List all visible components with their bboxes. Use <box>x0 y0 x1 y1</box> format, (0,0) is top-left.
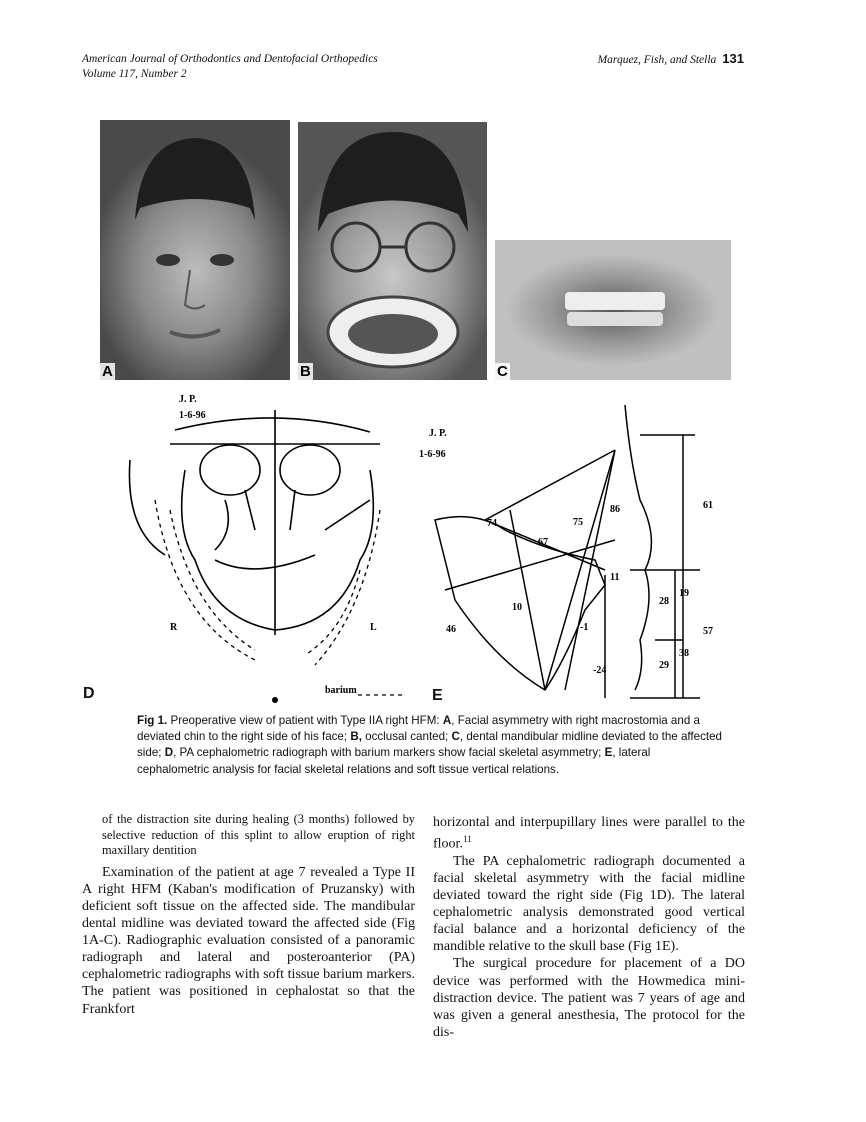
tracing-d-right-label: R <box>170 622 178 633</box>
panel-label-a: A <box>102 363 113 380</box>
journal-title: American Journal of Orthodontics and Dentofacial Orthopedics <box>82 53 378 65</box>
measurement-label: 11 <box>610 572 620 583</box>
panel-label-d: D <box>83 685 95 702</box>
panel-label-b: B <box>300 363 311 380</box>
body-column-left <box>82 812 415 1018</box>
caption-panel-ref: C <box>451 730 460 744</box>
measurement-label: 86 <box>610 504 620 515</box>
face-with-glasses-illustration <box>298 122 487 380</box>
journal-volume: Volume 117, Number 2 <box>82 68 187 80</box>
caption-panel-ref: E <box>604 746 613 760</box>
measurement-label: 28 <box>659 596 669 607</box>
panel-label-e: E <box>432 687 443 704</box>
measurement-label: 10 <box>512 602 522 613</box>
measurement-label: -1 <box>580 622 589 633</box>
caption-text: occlusal canted; <box>361 730 452 744</box>
measurement-label: 75 <box>573 517 583 528</box>
measurement-label: 67 <box>538 537 548 548</box>
barium-marker-label: barium <box>325 685 357 696</box>
tracing-e-measurements <box>446 500 713 676</box>
reference-superscript: 11 <box>462 834 472 845</box>
caption-panel-ref: B, <box>350 730 362 744</box>
measurement-label: 57 <box>703 626 713 637</box>
tracing-d-initials: J. P. <box>179 394 197 405</box>
photo-b-occlusal-cant <box>298 122 487 380</box>
body-column-right <box>433 814 745 1041</box>
paragraph: The surgical procedure for placement of a DO device was performed with the Howmedica mini-distraction device. The patient was 7 years of age and was given a general anesthesia, The protocol for the dis- <box>433 956 745 1040</box>
caption-text: , Facial asymmetry with right macrostomia and a deviated chin to the right side of his face; <box>137 714 700 744</box>
paragraph <box>433 814 745 853</box>
measurement-label: 74 <box>487 518 497 529</box>
measurement-label: 29 <box>659 660 669 671</box>
caption-panel-ref: D <box>164 746 174 760</box>
author-names: Marquez, Fish, and Stella <box>597 54 717 66</box>
tracing-e-date: 1-6-96 <box>419 449 446 460</box>
panel-label-c: C <box>497 363 508 380</box>
caption-text: Preoperative view of patient with Type IIA right HFM: <box>167 714 443 727</box>
face-illustration <box>100 120 290 380</box>
tracing-e-initials: J. P. <box>429 428 447 439</box>
paragraph: The PA cephalometric radiograph documented a facial skeletal asymmetry with the facial midline deviated toward the right side (Fig 1D). The lateral cephalometric analysis demonstrated good vertical facial balance and a horizontal deficiency of the mandible relative to the skull base (Fig 1E). <box>433 853 745 955</box>
measurement-label: -24 <box>593 665 607 676</box>
tracing-d-date: 1-6-96 <box>179 410 206 421</box>
figure-caption <box>137 713 722 778</box>
measurement-label: 38 <box>679 648 689 659</box>
paragraph-text: horizontal and interpupillary lines were parallel to the floor. <box>433 815 745 852</box>
caption-panel-ref: A <box>442 714 452 727</box>
caption-text: , dental mandibular midline deviated to the affected side; <box>137 730 722 760</box>
paragraph: Examination of the patient at age 7 revealed a Type II A right HFM (Kaban's modification of Pruzansky) with deficient soft tissue on the affected side. The mandibular dental midline was deviated toward the affected side (Fig 1A-C). Radiographic evaluation consisted of a panoramic radiograph and lateral and posteroanterior (PA) cephalometric radiographs with soft tissue barium markers. The patient was positioned in cephalostat so that the Frankfort <box>82 864 415 1017</box>
teeth-illustration <box>495 240 731 380</box>
photo-a-face-frontal <box>100 120 290 380</box>
lateral-cephalometric-tracing <box>415 400 735 705</box>
measurement-label: 61 <box>703 500 713 511</box>
caption-figure-number: Fig 1. <box>137 714 168 727</box>
running-header-left <box>82 52 378 82</box>
tracing-d-left-label: L <box>370 622 377 633</box>
measurement-label: 19 <box>679 588 689 599</box>
pa-cephalometric-tracing <box>115 390 415 710</box>
paragraph: of the distraction site during healing (3 months) followed by selective reduction of this splint to allow eruption of right maxillary dentition <box>102 812 415 858</box>
measurement-label: 46 <box>446 624 456 635</box>
running-header-right <box>598 51 744 68</box>
photo-c-dental-midline <box>495 240 731 380</box>
caption-text: , PA cephalometric radiograph with barium markers show facial skeletal asymmetry; <box>173 746 605 760</box>
caption-text: , lateral cephalometric analysis for facial skeletal relations and soft tissue vertical relations. <box>137 746 651 776</box>
page-number: 131 <box>722 51 744 66</box>
